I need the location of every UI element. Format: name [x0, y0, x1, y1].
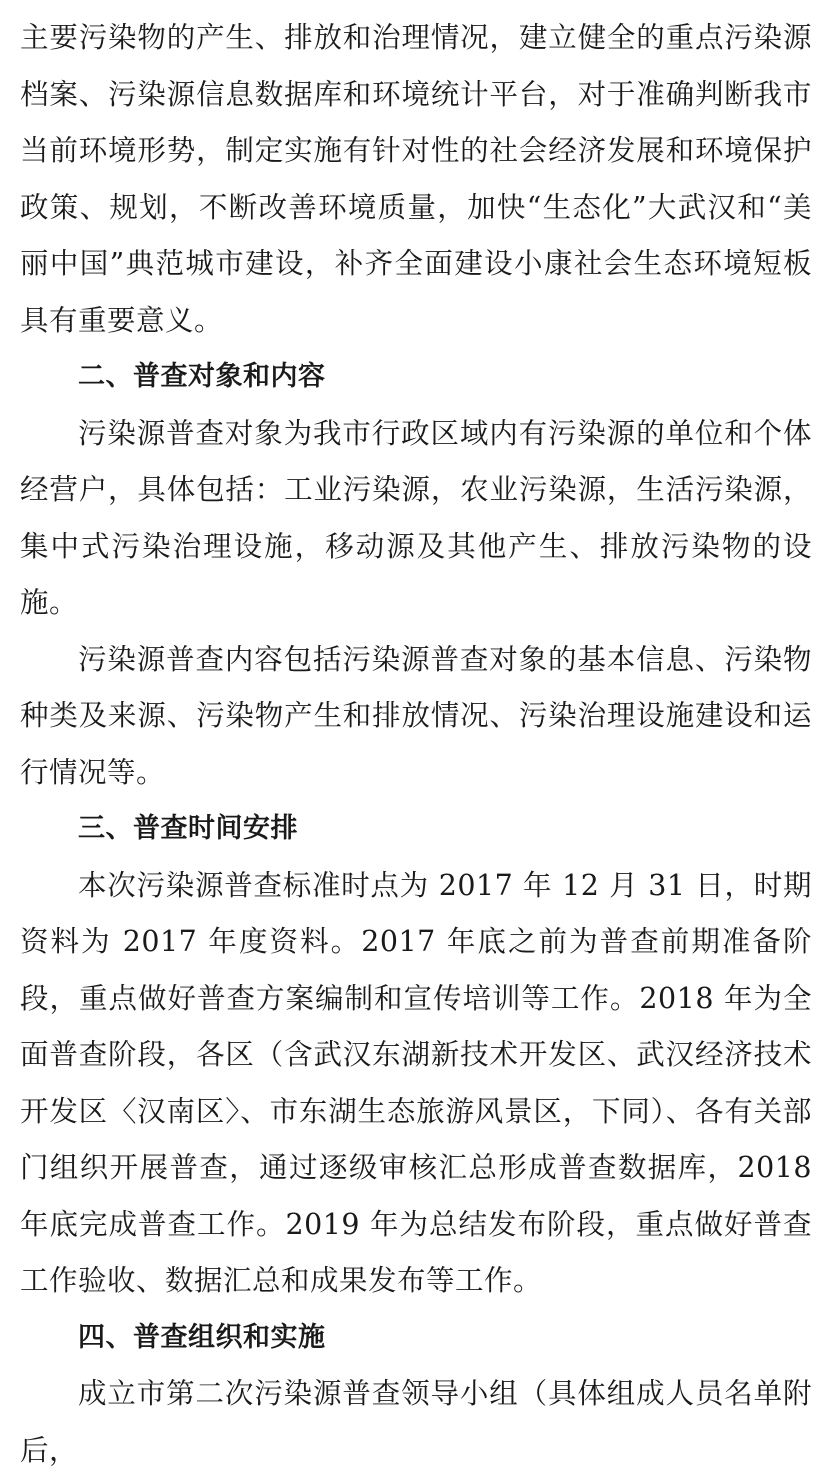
paragraph-significance: 主要污染物的产生、排放和治理情况，建立健全的重点污染源档案、污染源信息数据库和环境统计平台，对于准确判断我市当前环境形势，制定实施有针对性的社会经济发展和环境保护政策、规划，不断改善环境质量，加快“生态化”大武汉和“美丽中国”典范城市建设，补齐全面建设小康社会生态环境短板具有重要意义。	[20, 21, 812, 337]
paragraph-schedule: 本次污染源普查标准时点为 2017 年 12 月 31 日，时期资料为 2017 年度资料。2017 年底之前为普查前期准备阶段，重点做好普查方案编制和宣传培训等工作。2018 年为全面普查阶段，各区（含武汉东湖新技术开发区、武汉经济技术开发区〈汉南区〉、市东湖生态旅游风景区，下同）、各有关部门组织开展普查，通过逐级审核汇总形成普查数据库，2018 年底完成普查工作。2019 年为总结发布阶段，重点做好普查工作验收、数据汇总和成果发布等工作。	[20, 868, 812, 1297]
paragraph-organization: 成立市第二次污染源普查领导小组（具体组成人员名单附后，	[20, 1377, 812, 1467]
section-heading-schedule: 三、普查时间安排	[78, 813, 298, 844]
paragraph-census-content: 污染源普查内容包括污染源普查对象的基本信息、污染物种类及来源、污染物产生和排放情况、污染治理设施建设和运行情况等。	[20, 642, 812, 789]
section-heading-organization: 四、普查组织和实施	[78, 1321, 326, 1353]
section-heading-objects-content: 二、普查对象和内容	[78, 361, 326, 392]
paragraph-census-objects: 污染源普查对象为我市行政区域内有污染源的单位和个体经营户，具体包括：工业污染源，农业污染源，生活污染源，集中式污染治理设施，移动源及其他产生、排放污染物的设施。	[20, 416, 812, 619]
